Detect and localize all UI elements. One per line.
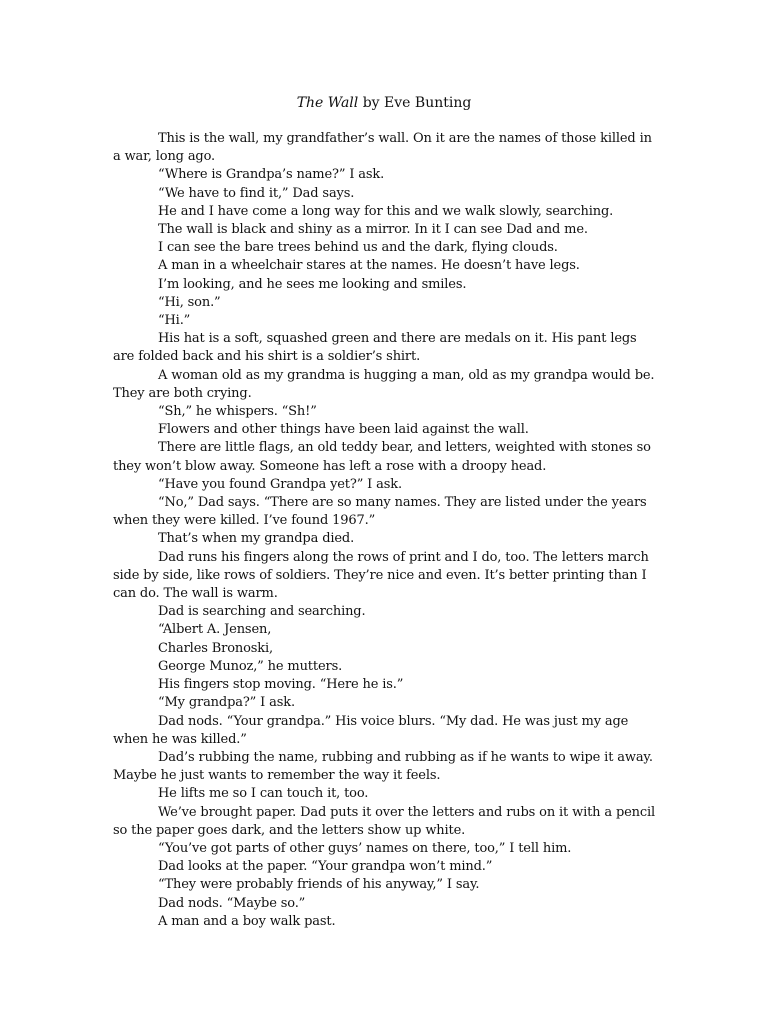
paragraph: “Albert A. Jensen, [158,622,272,638]
paragraph: His fingers stop moving. “Here he is.” [158,677,404,693]
paragraph: George Munoz,” he mutters. [158,658,343,674]
paragraph: “They were probably friends of his anyway,” I say. [158,877,480,893]
paragraph: “Where is Grandpa’s name?” I ask. [158,167,385,183]
paragraph: His hat is a soft, squashed green and there are medals on it. His pant legs are folded back and his shirt is a soldier’s shirt. [113,331,637,365]
paragraph: We’ve brought paper. Dad puts it over the letters and rubs on it with a pencil so the paper goes dark, and the letters show up white. [113,804,656,838]
paragraph: A man and a boy walk past. [158,913,336,929]
paragraph: Dad looks at the paper. “Your grandpa won’t mind.” [158,859,493,875]
paragraph: He and I have come a long way for this and we walk slowly, searching. [158,203,614,219]
paragraph: “You’ve got parts of other guys’ names on there, too,” I tell him. [158,840,572,856]
paragraph: “Hi, son.” [158,294,221,310]
paragraph: A woman old as my grandma is hugging a man, old as my grandpa would be. They are both crying. [113,367,655,401]
paragraph: He lifts me so I can touch it, too. [158,786,369,802]
paragraph: Dad is searching and searching. [158,604,366,620]
paragraph: “No,” Dad says. “There are so many names. They are listed under the years when they were killed. I’ve found 1967.” [113,495,647,529]
paragraph: A man in a wheelchair stares at the names. He doesn’t have legs. [158,258,580,274]
paragraph: I’m looking, and he sees me looking and smiles. [158,276,467,292]
paragraph: “We have to find it,” Dad says. [158,185,355,201]
paragraph: Charles Bronoski, [158,640,274,656]
paragraph: Dad runs his fingers along the rows of print and I do, too. The letters march side by side, like rows of soldiers. They’re nice and even. It’s better printing than I can do. The wall is warm. [113,549,649,602]
paragraph: I can see the bare trees behind us and the dark, flying clouds. [158,240,558,256]
paragraph: Dad’s rubbing the name, rubbing and rubbing as if he wants to wipe it away. Maybe he just wants to remember the way it feels. [113,749,653,784]
title-italic: The Wall [296,95,359,111]
paragraph: Flowers and other things have been laid against the wall. [158,422,529,438]
paragraph: Dad nods. “Maybe so.” [158,895,306,911]
paragraph: The wall is black and shiny as a mirror. In it I can see Dad and me. [158,222,588,238]
story-body [113,130,658,931]
paragraph: This is the wall, my grandfather’s wall. On it are the names of those killed in a war, long ago. [113,131,652,165]
page-title [0,94,768,112]
paragraph: That’s when my grandpa died. [158,531,355,547]
paragraph: Dad nods. “Your grandpa.” His voice blurs. “My dad. He was just my age when he was killed.” [113,713,629,747]
paragraph: “My grandpa?” I ask. [158,695,295,711]
paragraph: “Hi.” [158,313,191,329]
paragraph: “Have you found Grandpa yet?” I ask. [158,476,402,492]
paragraph: “Sh,” he whispers. “Sh!” [158,404,317,420]
title-byline: by Eve Bunting [358,95,472,111]
paragraph: There are little flags, an old teddy bear, and letters, weighted with stones so they won’t blow away. Someone has left a rose with a droopy head. [113,440,651,474]
